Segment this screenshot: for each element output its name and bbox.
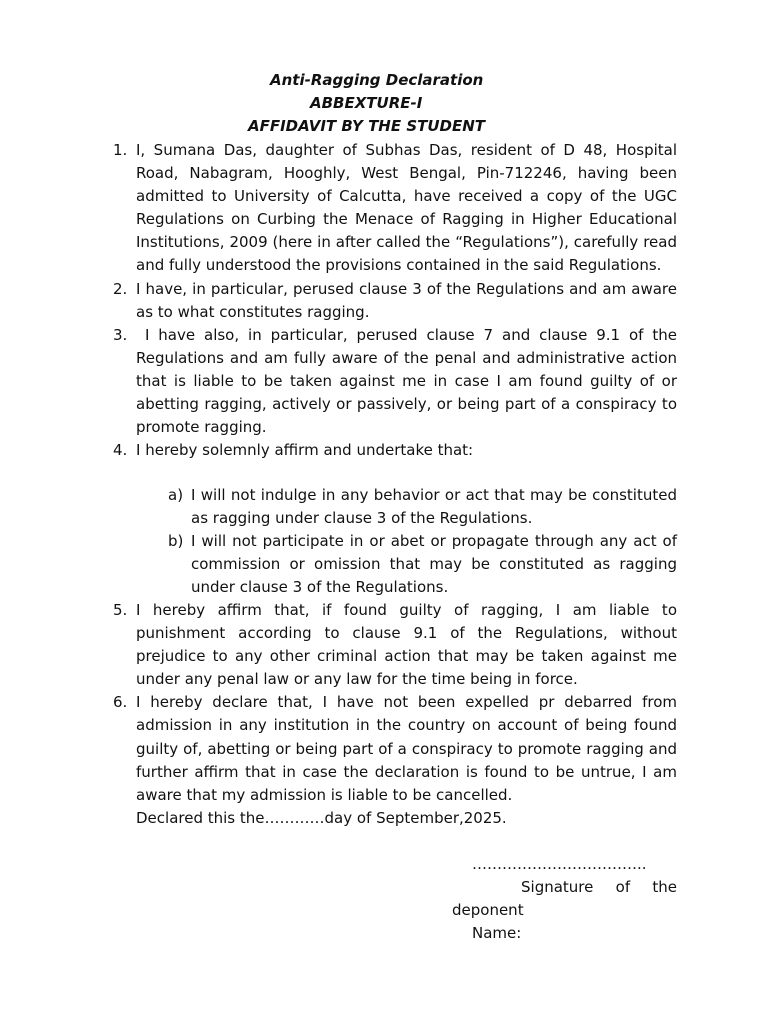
list-item [113,139,677,278]
list-item [113,691,677,830]
declared-date-line: Declared this the…………day of September,2025. [136,808,507,827]
item-number: 6. [113,693,128,712]
sub-item-text: I will not indulge in any behavior or act that may be constituted as ragging under clause 3 of the Regulations. [191,486,677,528]
sub-item-letter: b) [168,532,184,551]
item-number: 4. [113,441,128,460]
document-title: Anti-Ragging Declaration [270,71,484,89]
signature-label: Signature of the [521,878,677,896]
list-item [113,324,682,439]
name-label: Name: [472,924,522,942]
item-text: I hereby declare that, I have not been expelled pr debarred from admission in any institution in the country on account of being found guilty of, abetting or being part of a conspiracy to promote ragging and further affirm that in case the declaration is found to be untrue, I am aware that my admission is liable to be cancelled. [136,693,677,804]
item-text: I, Sumana Das, daughter of Subhas Das, resident of D 48, Hospital Road, Nabagram, Hooghly, West Bengal, Pin-712246, having been admitted to University of Calcutta, have received a copy of the UGC Regulations on Curbing the Menace of Ragging in Higher Educational Institutions, 2009 (here in after called the “Regulations”), carefully read and fully understood the provisions contained in the said Regulations. [136,141,677,275]
item-number: 5. [113,601,128,619]
declaration-list-continued [113,599,677,830]
sub-list-item [136,530,677,599]
list-item [113,599,677,691]
sub-list-item [136,484,677,530]
undertaking-sublist [136,484,677,599]
item-text: I hereby solemnly affirm and undertake that: [136,441,474,460]
item-number: 2. [113,279,128,298]
sub-item-text: I will not participate in or abet or propagate through any act of commission or omission that may be constituted as ragging under clause 3 of the Regulations. [191,532,677,597]
item-number: 3. [113,325,128,344]
affidavit-subtitle: AFFIDAVIT BY THE STUDENT [248,117,486,135]
list-item [113,439,677,462]
item-text: I have also, in particular, perused clause 7 and clause 9.1 of the Regulations and am fully aware of the penal and administrative action that is liable to be taken against me in case I am found guilty of or abetting ragging, actively or passively, or being part of a conspiracy to promote ragging. [136,325,682,437]
annexure-label: ABBEXTURE-I [310,94,423,112]
declaration-list [113,139,682,462]
sub-item-letter: a) [168,486,184,504]
deponent-label: deponent [452,901,524,919]
item-text: I have, in particular, perused clause 3 of the Regulations and am aware as to what constitutes ragging. [136,279,677,321]
item-number: 1. [113,141,128,159]
signature-dots: …………………………….. [472,855,647,873]
list-item [113,278,677,324]
item-text: I hereby affirm that, if found guilty of ragging, I am liable to punishment according to clause 9.1 of the Regulations, without prejudice to any other criminal action that may be taken against me under any penal law or any law for the time being in force. [136,601,677,689]
